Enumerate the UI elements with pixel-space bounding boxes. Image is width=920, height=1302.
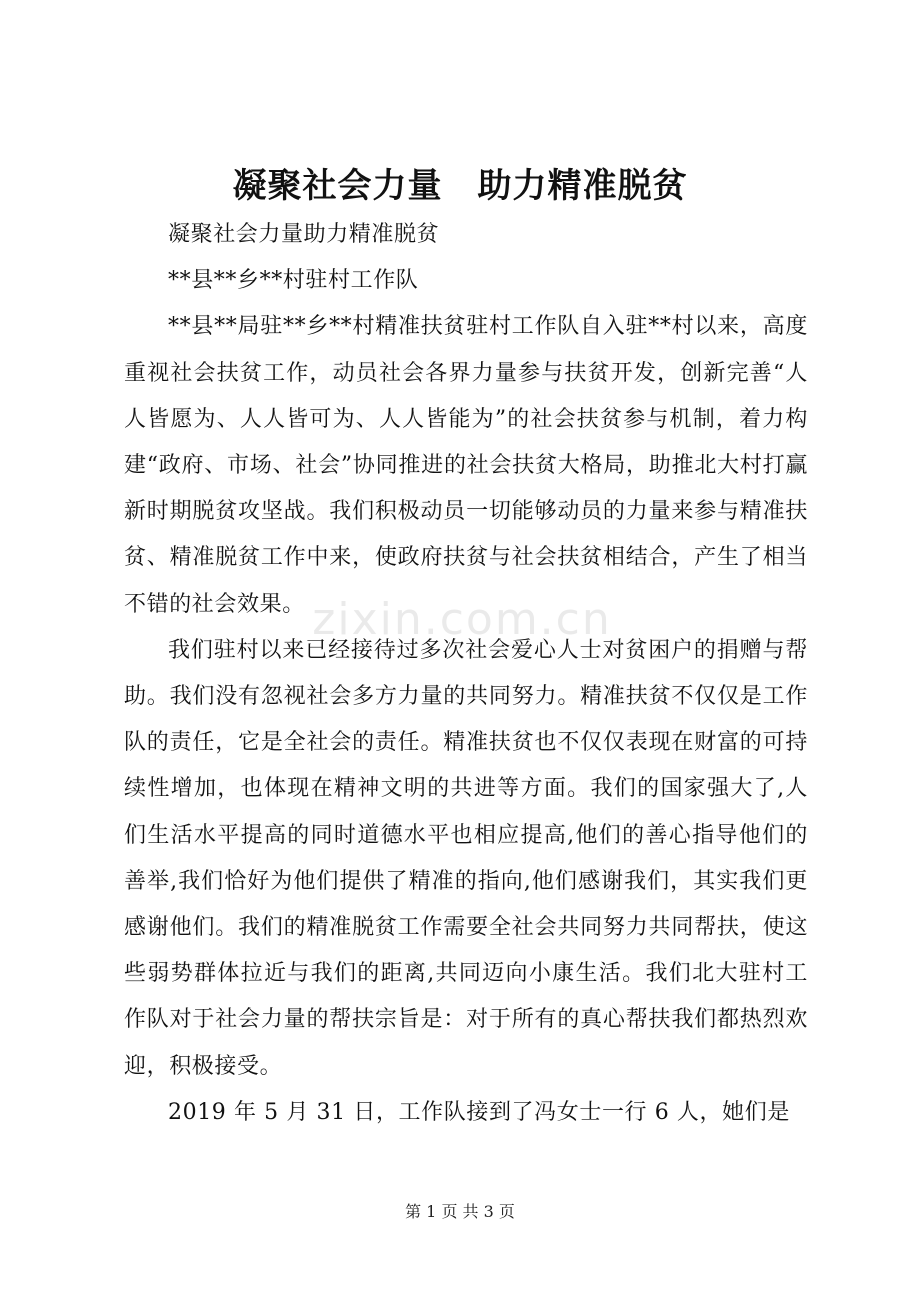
body-paragraph: **县**局驻**乡**村精准扶贫驻村工作队自入驻**村以来，高度重视社会扶贫工作，动员社会各界力量参与扶贫开发，创新完善“人人皆愿为、人人皆可为、人人皆能为”的社会扶贫参与机制，着力构建“政府、市场、社会”协同推进的社会扶贫大格局，助推北大村打赢新时期脱贫攻坚战。我们积极动员一切能够动员的力量来参与精准扶贫、精准脱贫工作中来，使政府扶贫与社会扶贫相结合，产生了相当不错的社会效果。: [124, 314, 808, 617]
author-paragraph: **县**乡**村驻村工作队: [168, 268, 419, 294]
body-paragraph: 2019 年 5 月 31 日，工作队接到了冯女士一行 6 人，她们是: [168, 1099, 790, 1125]
body-paragraph: 我们驻村以来已经接待过多次社会爱心人士对贫困户的捐赠与帮助。我们没有忽视社会多方力量的共同努力。精准扶贫不仅仅是工作队的责任，它是全社会的责任。精准扶贫也不仅仅表现在财富的可持续性增加，也体现在精神文明的共进等方面。我们的国家强大了,人们生活水平提高的同时道德水平也相应提高,他们的善心指导他们的善举,我们恰好为他们提供了精准的指向,他们感谢我们，其实我们更感谢他们。我们的精准脱贫工作需要全社会共同努力共同帮扶，使这些弱势群体拉近与我们的距离,共同迈向小康生活。我们北大驻村工作队对于社会力量的帮扶宗旨是：对于所有的真心帮扶我们都热烈欢迎，积极接受。: [124, 637, 808, 1079]
document-body: [124, 212, 808, 1136]
page-footer: 第 1 页 共 3 页: [405, 1202, 515, 1221]
subtitle-paragraph: 凝聚社会力量助力精准脱贫: [168, 222, 440, 247]
site-watermark: zixin.com.cn: [312, 594, 612, 645]
document-title: 凝聚社会力量 助力精准脱贫: [232, 166, 688, 206]
